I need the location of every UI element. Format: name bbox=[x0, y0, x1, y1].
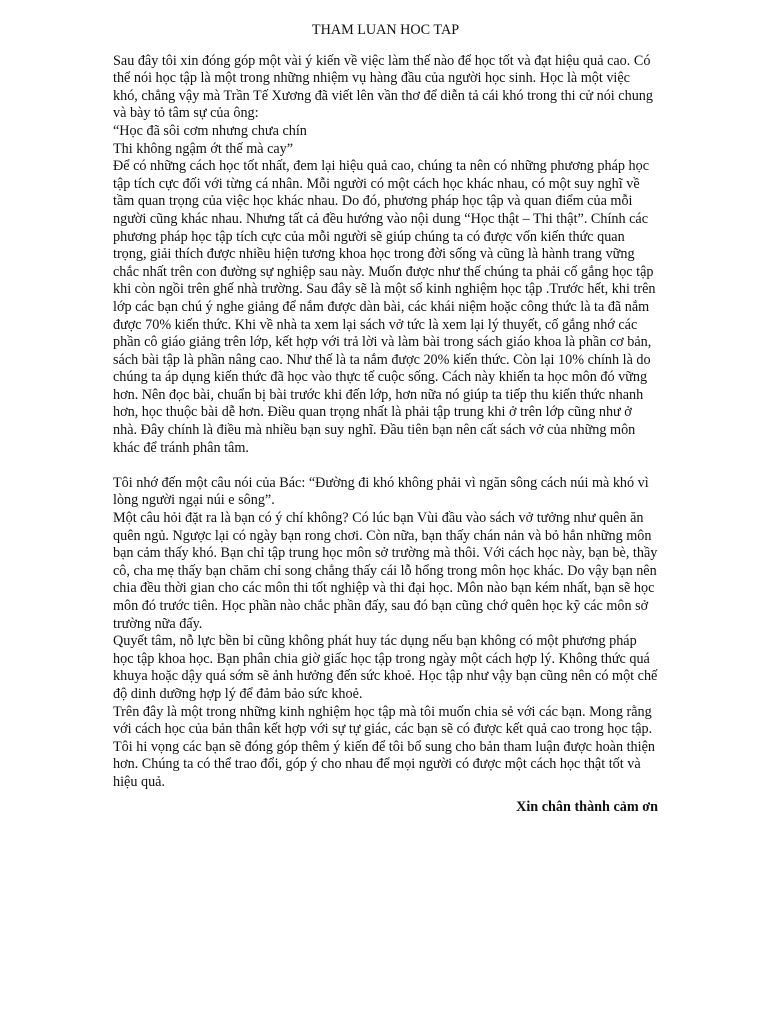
summary-paragraph: Trên đây là một trong những kinh nghiệm học tập mà tôi muốn chia sẻ với các bạn. Mong rằng với cách học của bản thân kết hợp với sự tự giác, các bạn sẽ có được kết quả cao trong học tập. bbox=[113, 703, 653, 738]
schedule-paragraph: Quyết tâm, nỗ lực bền bỉ cũng không phát huy tác dụng nếu bạn không có một phương pháp học tập khoa học. Bạn phân chia giờ giấc học tập trong ngày một cách hợp lý. Không thức quá khuya hoặc dậy quá sớm sẽ ảnh hưởng đến sức khoẻ. Học tập như vậy bạn cũng nên có một chế độ dinh dưỡng hợp lý để đảm bảo sức khoẻ. bbox=[113, 633, 658, 702]
signoff-text: Xin chân thành cảm ơn bbox=[516, 798, 658, 815]
document-page bbox=[113, 22, 658, 816]
closing-paragraph: Tôi hi vọng các bạn sẽ đóng góp thêm ý kiến để tôi bổ sung cho bản tham luận được hoàn thiện hơn. Chúng ta có thể trao đổi, góp ý cho nhau để mọi người có được một cách học thật tốt và hiệu quả. bbox=[113, 738, 655, 790]
quote-paragraph: Tôi nhớ đến một câu nói của Bác: “Đường đi khó không phải vì ngăn sông cách núi mà khó vì lòng người ngại núi e sông”. bbox=[113, 474, 649, 509]
intro-paragraph: Sau đây tôi xin đóng góp một vài ý kiến về việc làm thế nào để học tốt và đạt hiệu quả cao. Có thể nói học tập là một trong những nhiệm vụ hàng đầu của người học sinh. Học là một việc khó, chẳng vậy mà Trần Tế Xương đã viết lên vần thơ để diễn tả cái khó trong thi cử nói chung và bày tỏ tâm sự của ông: bbox=[113, 52, 653, 122]
willpower-paragraph: Một câu hỏi đặt ra là bạn có ý chí không? Có lúc bạn Vùi đầu vào sách vở tưởng như quên ăn quên ngủ. Ngược lại có ngày bạn rong chơi. Còn nữa, bạn thấy chán nản và bỏ hẳn những môn bạn cảm thấy khó. Bạn chỉ tập trung học môn sở trường mà thôi. Với cách học này, bạn bè, thầy cô, cha mẹ thấy bạn chăm chỉ song chẳng thấy cái lỗ hổng trong môn học khác. Do vậy bạn nên chia đều thời gian cho các môn thi tốt nghiệp và thi đại học. Môn nào bạn kém nhất, bạn sẽ học môn đó trước tiên. Học phần nào chắc phần đấy, sau đó bạn cũng chớ quên học kỹ các môn sở trường nữa đấy. bbox=[113, 510, 658, 632]
paragraph-spacer bbox=[113, 457, 658, 475]
document-title: THAM LUAN HOC TAP bbox=[311, 22, 460, 38]
poem-line-2: Thi không ngậm ớt thế mà cay” bbox=[113, 140, 294, 157]
method-paragraph: Để có những cách học tốt nhất, đem lại hiệu quả cao, chúng ta nên có những phương pháp học tập tích cực đối với từng cá nhân. Mỗi người có một cách học khác nhau, có một suy nghĩ về tầm quan trọng của việc học khác nhau. Do đó, phương pháp học tập và quan điểm của mỗi người cũng khác nhau. Nhưng tất cả đều hướng vào nội dung “Học thật – Thi thật”. Chính các phương pháp học tập tích cực của mỗi người sẽ giúp chúng ta có được vốn kiến thức quan trọng, giải thích được nhiều hiện tương khoa học trong đời sống và cũng là hành trang vững chắc nhất trên con đường sự nghiệp sau này. Muốn được như thế chúng ta phải cố gắng học tập khi còn ngồi trên ghế nhà trường. Sau đây sẽ là một số kinh nghiệm học tập .Trước hết, khi trên lớp các bạn chú ý nghe giảng để nắm được dàn bài, các khái niệm hoặc công thức là ta đã nắm được 70% kiến thức. Khi về nhà ta xem lại sách vở tức là xem lại lý thuyết, cố gắng nhớ các phần cô giáo giảng trên lớp, kết hợp với trả lời và làm bài trong sách giáo khoa là phần cơ bản, sách bài tập là phần nâng cao. Như thế là ta nắm được 20% kiến thức. Còn lại 10% chính là do chúng ta áp dụng kiến thức đã học vào thực tế cuộc sống. Cách này khiến ta học môn đó vững hơn. Nên đọc bài, chuẩn bị bài trước khi đến lớp, hơn nữa nó giúp ta tiếp thu kiến thức nhanh hơn, học thuộc bài dễ hơn. Điều quan trọng nhất là phải tập trung khi ở trên lớp cũng như ở nhà. Đây chính là điều mà nhiều bạn suy nghĩ. Đầu tiên bạn nên cất sách vở của những môn khác để tránh phân tâm. bbox=[113, 158, 656, 456]
poem-line-1: “Học đã sôi cơm nhưng chưa chín bbox=[113, 122, 307, 139]
